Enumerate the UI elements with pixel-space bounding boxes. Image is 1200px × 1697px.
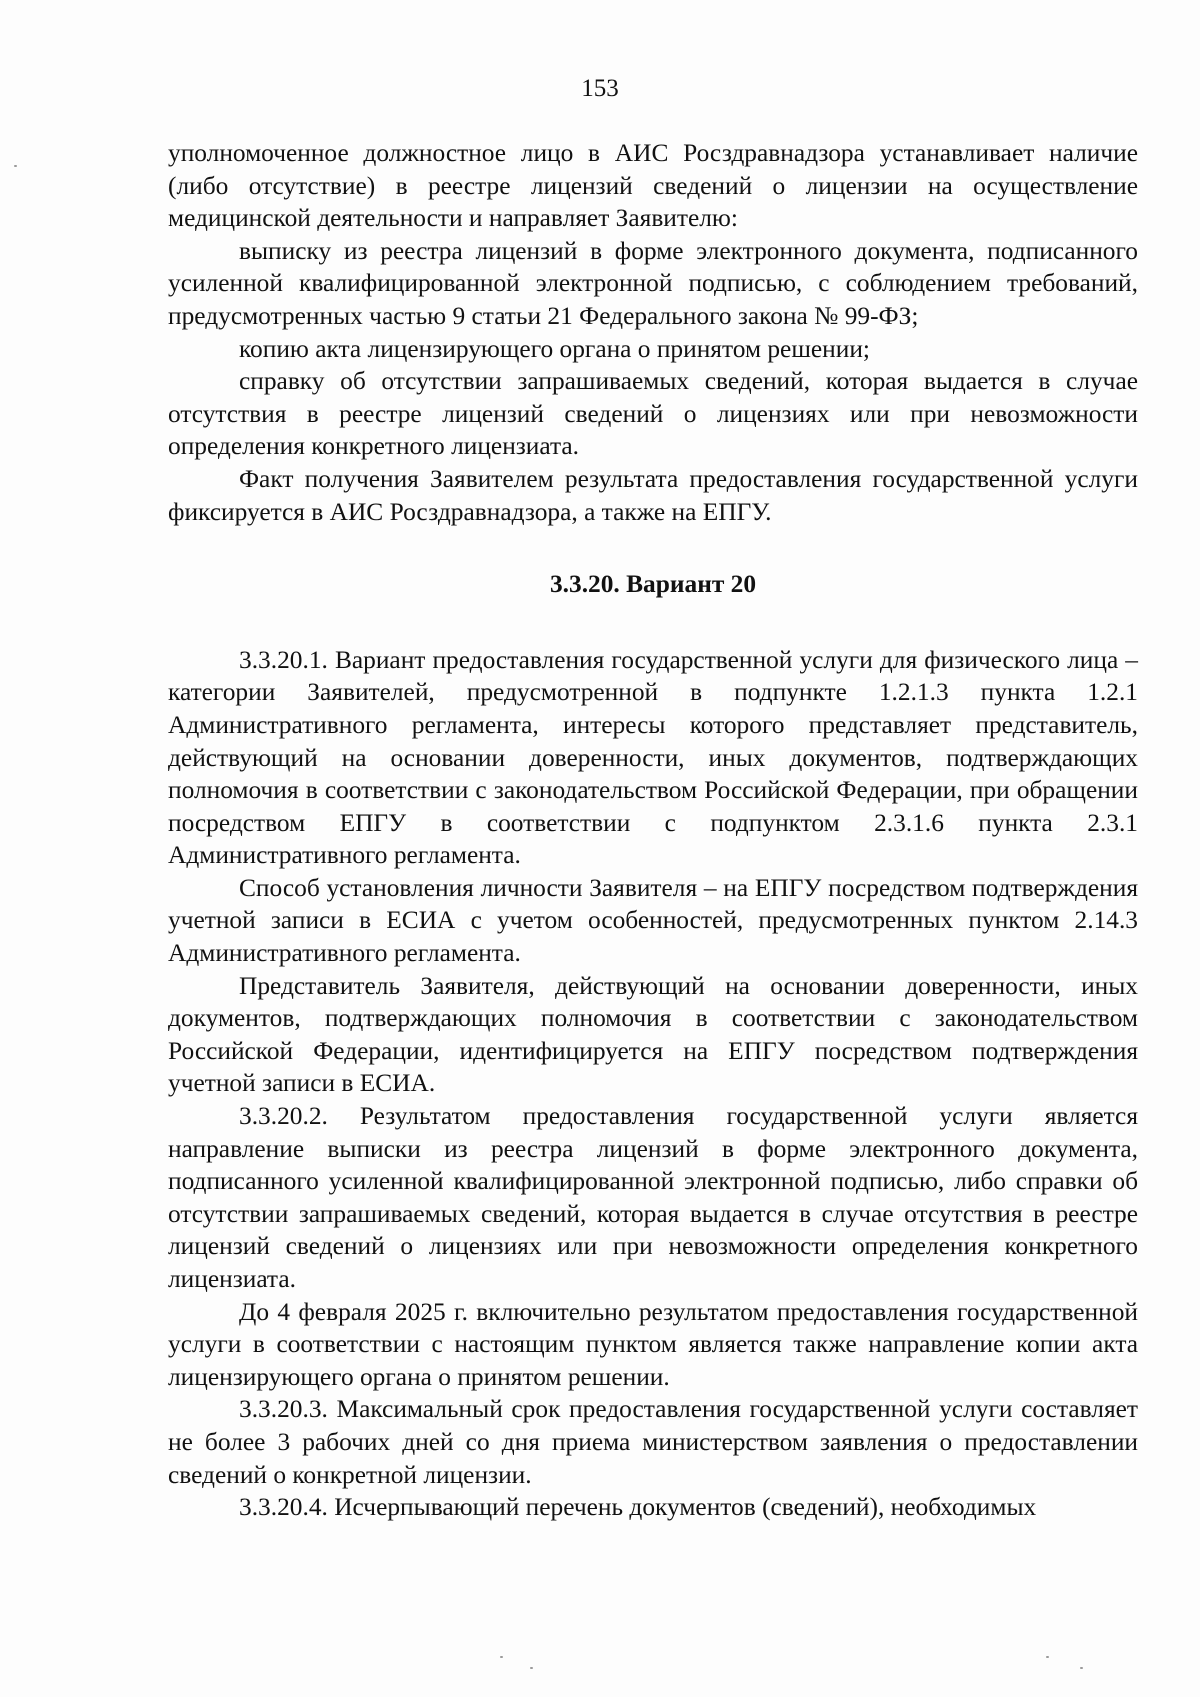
scan-artifact — [500, 1656, 503, 1658]
paragraph-identity-method: Способ установления личности Заявителя – на ЕПГУ посредством подтверждения учетной записи в ЕСИА с учетом особенностей, предусмотренных пунктом 2.14.3 Административного регламента. — [168, 873, 1138, 968]
paragraph-result-recorded: Факт получения Заявителем результата предоставления государственной услуги фиксируется в АИС Росздравнадзора, а также на ЕПГУ. — [168, 464, 1138, 526]
paragraph-until-2025: До 4 февраля 2025 г. включительно результатом предоставления государственной услуги в соответствии с настоящим пунктом является также направление копии акта лицензирующего органа о принятом решении. — [168, 1297, 1138, 1391]
document-body — [168, 137, 1138, 1524]
page-number: 153 — [581, 75, 619, 102]
paragraph-authorized-official: уполномоченное должностное лицо в АИС Росздравнадзора устанавливает наличие (либо отсутствие) в реестре лицензий сведений о лицензии на осуществление медицинской деятельности и направляет Заявителю: — [168, 139, 1138, 233]
paragraph-3-3-20-4: 3.3.20.4. Исчерпывающий перечень документов (сведений), необходимых — [239, 1493, 1037, 1522]
section-heading: 3.3.20. Вариант 20 — [549, 570, 757, 599]
scan-artifact — [14, 165, 17, 167]
paragraph-3-3-20-3: 3.3.20.3. Максимальный срок предоставления государственной услуги составляет не более 3 рабочих дней со дня приема министерством заявления о предоставлении сведений о конкретной лицензии. — [168, 1395, 1138, 1489]
scan-artifact — [1046, 1656, 1049, 1658]
paragraph-3-3-20-1: 3.3.20.1. Вариант предоставления государственной услуги для физического лица – категории Заявителей, предусмотренной в подпункте 1.2.1.3 пункта 1.2.1 Административного регламента, интересы которого представляет представитель, действующий на основании доверенности, иных документов, подтверждающих полномочия в соответствии с законодательством Российской Федерации, при обращении посредством ЕПГУ в соответствии с подпунктом 2.3.1.6 пункта 2.3.1 Административного регламента. — [168, 645, 1138, 870]
scan-artifact — [530, 1667, 533, 1669]
paragraph-representative-identification: Представитель Заявителя, действующий на основании доверенности, иных документов, подтверждающих полномочия в соответствии с законодательством Российской Федерации, идентифицируется на ЕПГУ посредством подтверждения учетной записи в ЕСИА. — [168, 971, 1138, 1098]
paragraph-registry-extract: выписку из реестра лицензий в форме электронного документа, подписанного усиленной квалифицированной электронной подписью, с соблюдением требований, предусмотренных частью 9 статьи 21 Федерального закона № 99-ФЗ; — [168, 236, 1138, 330]
paragraph-absence-certificate: справку об отсутствии запрашиваемых сведений, которая выдается в случае отсутствия в реестре лицензий сведений о лицензиях или при невозможности определения конкретного лицензиата. — [168, 367, 1138, 461]
paragraph-3-3-20-2: 3.3.20.2. Результатом предоставления государственной услуги является направление выписки из реестра лицензий в форме электронного документа, подписанного усиленной квалифицированной электронной подписью, либо справки об отсутствии запрашиваемых сведений, которая выдается в случае отсутствия в реестре лицензий сведений о лицензиях или при невозможности определения конкретного лицензиата. — [168, 1102, 1138, 1293]
scan-artifact — [1080, 1667, 1083, 1669]
paragraph-act-copy: копию акта лицензирующего органа о принятом решении; — [239, 334, 870, 363]
